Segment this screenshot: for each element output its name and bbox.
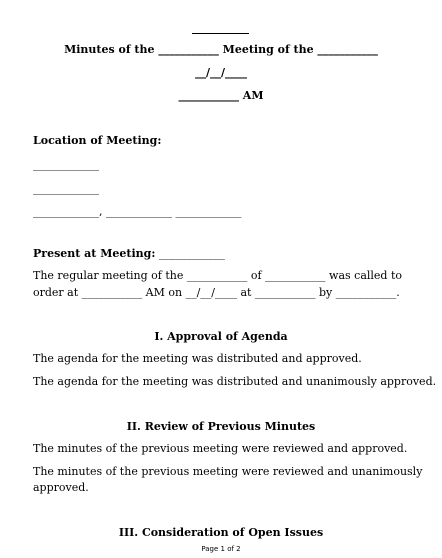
section-heading-review-previous-minutes: II. Review of Previous Minutes (126, 420, 316, 433)
location-line-3: ____________, ____________ ____________ (33, 205, 242, 218)
present-paragraph-line-1: The regular meeting of the ___________ of ___________ was called to (33, 269, 403, 282)
page-number: Page 1 of 2 (201, 545, 241, 553)
agenda-paragraph-1: The agenda for the meeting was distributed and approved. (33, 352, 362, 365)
minutes-paragraph-2-line-2: approved. (33, 481, 89, 494)
present-label-row (33, 247, 225, 261)
minutes-paragraph-2-line-1: The minutes of the previous meeting were reviewed and unanimously (33, 465, 423, 478)
meeting-date-line: __/__/____ (194, 66, 248, 79)
location-line-1: ____________ (33, 158, 99, 171)
present-paragraph-line-2: order at ___________ AM on __/__/____ at ___________ by ___________. (33, 286, 400, 299)
present-label: Present at Meeting: (33, 247, 156, 260)
minutes-paragraph-1: The minutes of the previous meeting were reviewed and approved. (33, 442, 408, 455)
location-label: Location of Meeting: (33, 134, 162, 147)
agenda-paragraph-2: The agenda for the meeting was distributed and unanimously approved. (33, 375, 437, 388)
section-heading-open-issues: III. Consideration of Open Issues (118, 526, 324, 539)
section-heading-approval-of-agenda: I. Approval of Agenda (154, 330, 288, 343)
top-blank-line (192, 33, 249, 34)
minutes-title: Minutes of the ___________ Meeting of the ___________ (64, 43, 378, 56)
present-blank: ____________ (158, 247, 225, 260)
meeting-time-line: ___________ AM (178, 89, 264, 102)
location-line-2: ____________ (33, 182, 99, 195)
